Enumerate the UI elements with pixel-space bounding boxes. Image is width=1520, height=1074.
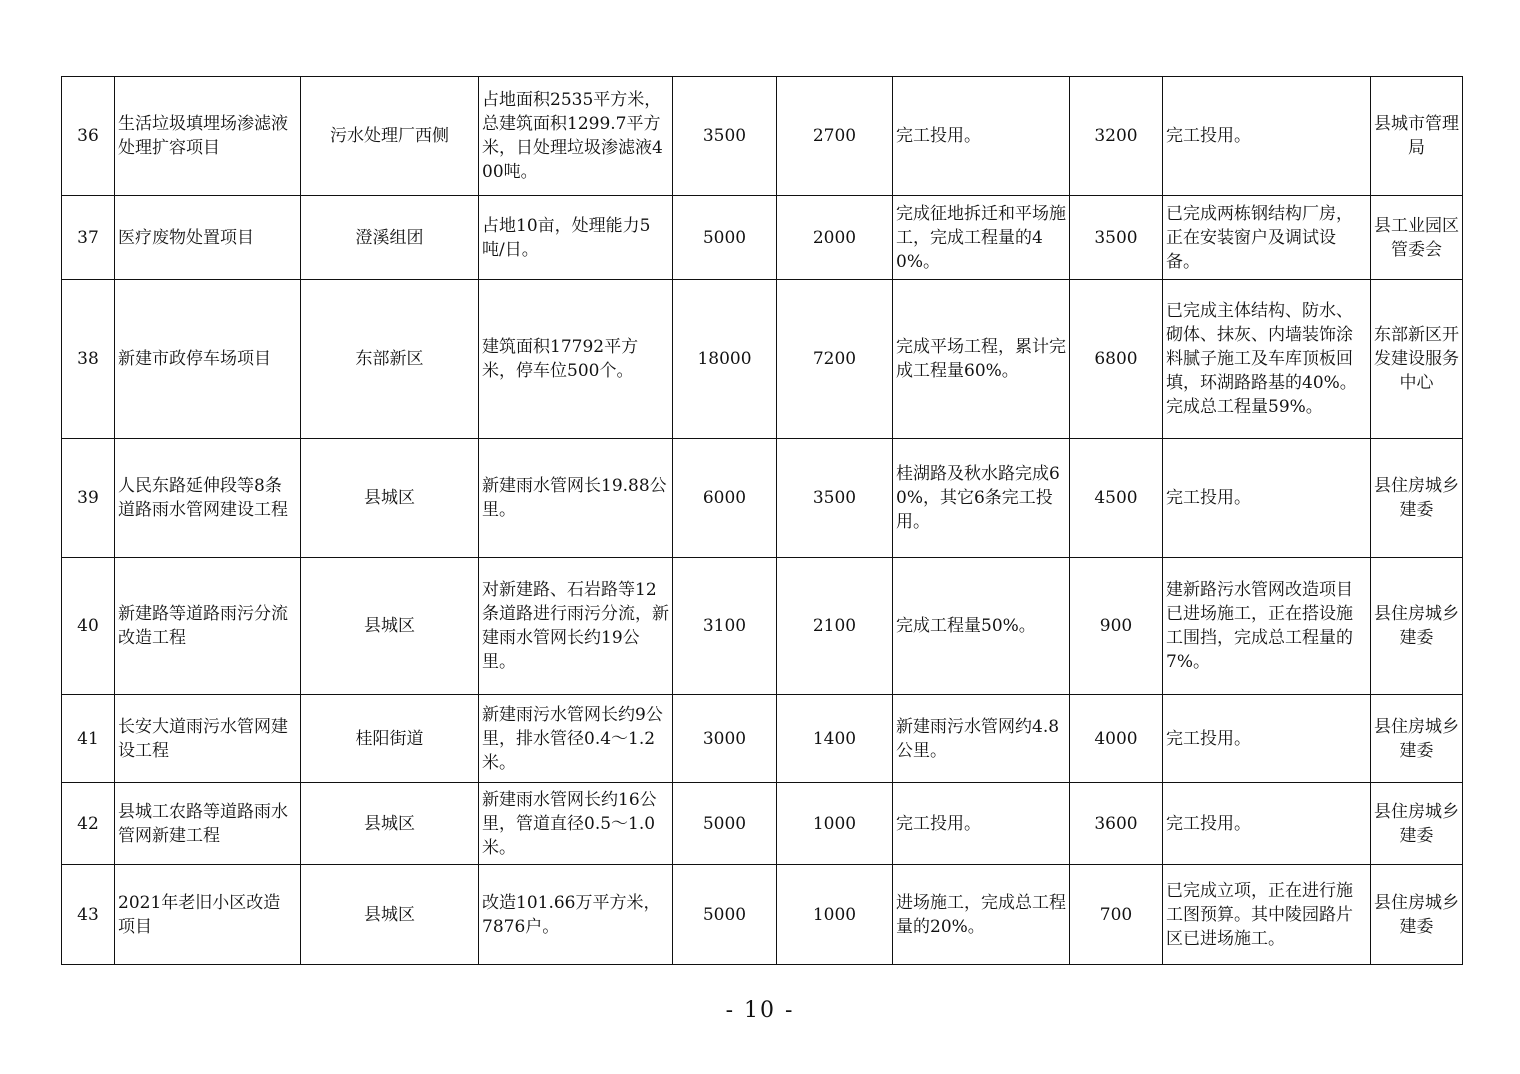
plan-investment: 700 [1070, 865, 1163, 965]
project-name: 医疗废物处置项目 [115, 196, 301, 280]
prev-investment: 2100 [777, 558, 893, 695]
prev-progress: 完成征地拆迁和平场施工，完成工程量的40%。 [893, 196, 1070, 280]
total-investment: 5000 [673, 783, 777, 865]
table-row [62, 196, 1463, 280]
prev-investment: 2000 [777, 196, 893, 280]
current-progress: 完工投用。 [1163, 695, 1371, 783]
prev-investment: 2700 [777, 77, 893, 196]
plan-investment: 4000 [1070, 695, 1163, 783]
table-row [62, 865, 1463, 965]
prev-investment: 1000 [777, 783, 893, 865]
prev-progress: 完成工程量50%。 [893, 558, 1070, 695]
prev-investment: 1000 [777, 865, 893, 965]
construction-scale: 改造101.66万平方米，7876户。 [479, 865, 673, 965]
current-progress: 完工投用。 [1163, 77, 1371, 196]
row-number: 38 [62, 280, 115, 439]
prev-progress: 桂湖路及秋水路完成60%，其它6条完工投用。 [893, 439, 1070, 558]
prev-progress: 完成平场工程，累计完成工程量60%。 [893, 280, 1070, 439]
plan-investment: 3200 [1070, 77, 1163, 196]
current-progress: 已完成主体结构、防水、砌体、抹灰、内墙装饰涂料腻子施工及车库顶板回填，环湖路路基的40%。完成总工程量59%。 [1163, 280, 1371, 439]
responsible-unit: 县住房城乡建委 [1371, 558, 1463, 695]
table-row [62, 280, 1463, 439]
prev-investment: 7200 [777, 280, 893, 439]
current-progress: 已完成立项，正在进行施工图预算。其中陵园路片区已进场施工。 [1163, 865, 1371, 965]
current-progress: 建新路污水管网改造项目已进场施工，正在搭设施工围挡，完成总工程量的7%。 [1163, 558, 1371, 695]
project-location: 污水处理厂西侧 [301, 77, 479, 196]
table-row [62, 558, 1463, 695]
construction-scale: 占地面积2535平方米，总建筑面积1299.7平方米，日处理垃圾渗滤液400吨。 [479, 77, 673, 196]
plan-investment: 4500 [1070, 439, 1163, 558]
table-row [62, 695, 1463, 783]
responsible-unit: 东部新区开发建设服务中心 [1371, 280, 1463, 439]
responsible-unit: 县住房城乡建委 [1371, 865, 1463, 965]
page-number: - 10 - [725, 998, 795, 1023]
construction-scale: 新建雨水管网长约16公里，管道直径0.5～1.0米。 [479, 783, 673, 865]
table-row [62, 783, 1463, 865]
plan-investment: 3500 [1070, 196, 1163, 280]
plan-investment: 6800 [1070, 280, 1163, 439]
responsible-unit: 县工业园区管委会 [1371, 196, 1463, 280]
prev-progress: 完工投用。 [893, 783, 1070, 865]
prev-progress: 完工投用。 [893, 77, 1070, 196]
table-row [62, 77, 1463, 196]
project-location: 县城区 [301, 439, 479, 558]
construction-scale: 新建雨水管网长19.88公里。 [479, 439, 673, 558]
total-investment: 5000 [673, 865, 777, 965]
prev-investment: 3500 [777, 439, 893, 558]
responsible-unit: 县住房城乡建委 [1371, 439, 1463, 558]
project-location: 县城区 [301, 558, 479, 695]
table-row [62, 439, 1463, 558]
project-name: 2021年老旧小区改造项目 [115, 865, 301, 965]
project-location: 桂阳街道 [301, 695, 479, 783]
project-location: 东部新区 [301, 280, 479, 439]
plan-investment: 900 [1070, 558, 1163, 695]
total-investment: 5000 [673, 196, 777, 280]
project-name: 长安大道雨污水管网建设工程 [115, 695, 301, 783]
responsible-unit: 县城市管理局 [1371, 77, 1463, 196]
responsible-unit: 县住房城乡建委 [1371, 695, 1463, 783]
total-investment: 3000 [673, 695, 777, 783]
row-number: 36 [62, 77, 115, 196]
row-number: 43 [62, 865, 115, 965]
row-number: 37 [62, 196, 115, 280]
total-investment: 3500 [673, 77, 777, 196]
project-name: 新建市政停车场项目 [115, 280, 301, 439]
total-investment: 18000 [673, 280, 777, 439]
project-name: 生活垃圾填埋场渗滤液处理扩容项目 [115, 77, 301, 196]
construction-scale: 对新建路、石岩路等12条道路进行雨污分流，新建雨水管网长约19公里。 [479, 558, 673, 695]
row-number: 41 [62, 695, 115, 783]
project-name: 人民东路延伸段等8条道路雨水管网建设工程 [115, 439, 301, 558]
current-progress: 已完成两栋钢结构厂房，正在安装窗户及调试设备。 [1163, 196, 1371, 280]
prev-investment: 1400 [777, 695, 893, 783]
construction-scale: 占地10亩，处理能力5吨/日。 [479, 196, 673, 280]
construction-scale: 新建雨污水管网长约9公里，排水管径0.4～1.2米。 [479, 695, 673, 783]
project-name: 新建路等道路雨污分流改造工程 [115, 558, 301, 695]
project-table [61, 76, 1463, 965]
current-progress: 完工投用。 [1163, 439, 1371, 558]
construction-scale: 建筑面积17792平方米，停车位500个。 [479, 280, 673, 439]
plan-investment: 3600 [1070, 783, 1163, 865]
prev-progress: 新建雨污水管网约4.8公里。 [893, 695, 1070, 783]
total-investment: 6000 [673, 439, 777, 558]
total-investment: 3100 [673, 558, 777, 695]
row-number: 39 [62, 439, 115, 558]
project-name: 县城工农路等道路雨水管网新建工程 [115, 783, 301, 865]
project-location: 澄溪组团 [301, 196, 479, 280]
responsible-unit: 县住房城乡建委 [1371, 783, 1463, 865]
current-progress: 完工投用。 [1163, 783, 1371, 865]
row-number: 40 [62, 558, 115, 695]
prev-progress: 进场施工，完成总工程量的20%。 [893, 865, 1070, 965]
project-location: 县城区 [301, 865, 479, 965]
row-number: 42 [62, 783, 115, 865]
project-location: 县城区 [301, 783, 479, 865]
